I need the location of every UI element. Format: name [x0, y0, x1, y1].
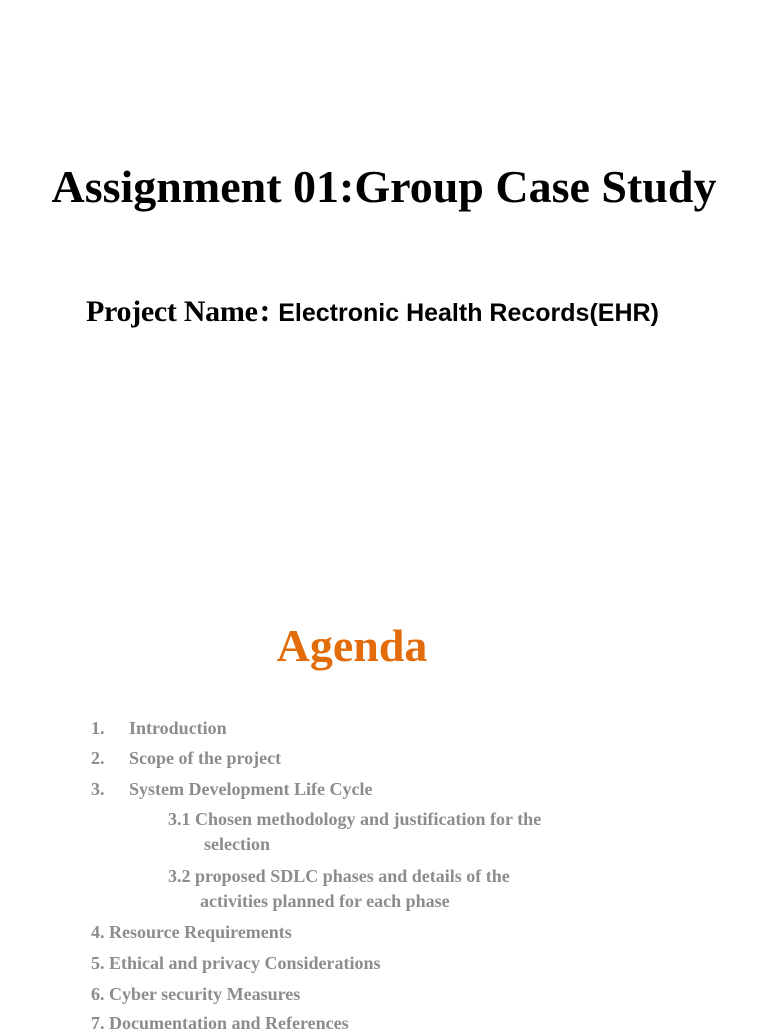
project-name-label: Project Name [86, 295, 258, 328]
agenda-item-text: System Development Life Cycle [129, 779, 373, 799]
agenda-item [91, 715, 227, 741]
agenda-item [91, 745, 281, 771]
agenda-item-number: 3. [91, 779, 105, 799]
agenda-item-number: 2. [91, 748, 105, 768]
slide-title: Assignment 01:Group Case Study [51, 161, 717, 212]
project-name-colon: : [259, 292, 271, 328]
agenda-subitem-line: 3.2 proposed SDLC phases and details of the [168, 866, 510, 886]
agenda-subitem-line: selection [204, 834, 270, 854]
agenda-subitem-line: 3.1 Chosen methodology and justification for the [168, 809, 542, 829]
agenda-item-text: Introduction [129, 718, 227, 738]
agenda-subitem-line: activities planned for each phase [200, 891, 450, 911]
agenda-item: 6. Cyber security Measures [91, 984, 301, 1004]
agenda-item: 5. Ethical and privacy Considerations [91, 953, 381, 973]
project-name-value: Electronic Health Records(EHR) [278, 299, 659, 327]
agenda-item-number: 1. [91, 718, 105, 738]
agenda-item: 7. Documentation and References [91, 1013, 349, 1033]
agenda-item [91, 776, 372, 802]
agenda-item-text: Scope of the project [129, 748, 282, 768]
agenda-item: 4. Resource Requirements [91, 922, 292, 942]
agenda-heading: Agenda [276, 620, 428, 671]
